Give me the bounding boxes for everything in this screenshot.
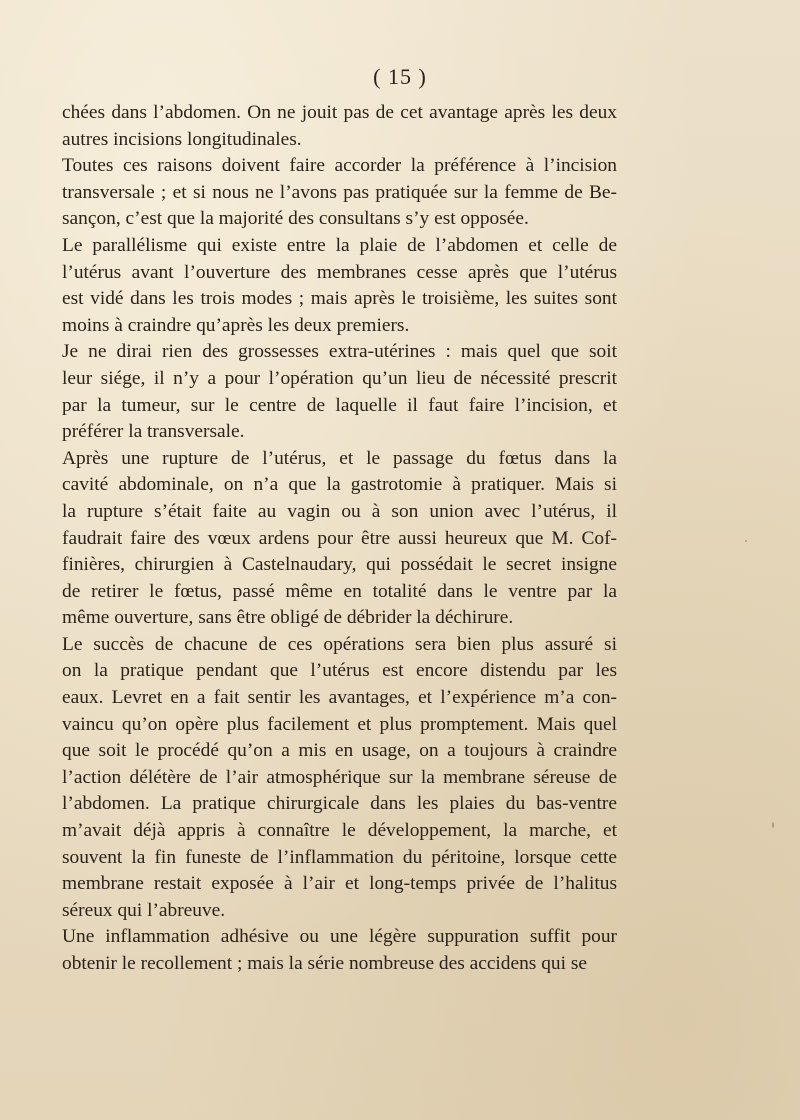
text-line-9: moins à craindre qu’après les deux premiers. [62,314,410,336]
text-line-25: que soit le procédé qu’on a mis en usage, on a toujours à craindre [62,740,617,762]
paper-spot [772,822,774,828]
text-line-4: transversale ; et si nous ne l’avons pas pratiquée sur la femme de Be- [62,181,617,203]
text-line-29: souvent la fin funeste de l’inflammation du péritoine, lorsque cette [62,846,617,868]
text-line-11: leur siége, il n’y a pour l’opération qu’un lieu de nécessité prescrit [62,367,617,389]
text-line-20: même ouverture, sans être obligé de débrider la déchirure. [62,607,514,629]
text-line-28: m’avait déjà appris à connaître le développement, la marche, et [62,820,617,842]
text-line-18: finières, chirurgien à Castelnaudary, qui possédait le secret insigne [62,554,617,576]
text-line-26: l’action délétère de l’air atmosphérique sur la membrane séreuse de [62,766,617,788]
text-line-27: l’abdomen. La pratique chirurgicale dans les plaies du bas-ventre [62,793,617,815]
text-line-15: cavité abdominale, on n’a que la gastrotomie à pratiquer. Mais si [62,474,617,496]
text-line-31: séreux qui l’abreuve. [62,899,226,921]
text-line-24: vaincu qu’on opère plus facilement et plus promptement. Mais quel [62,713,617,735]
paper-spot [312,407,316,411]
text-line-22: on la pratique pendant que l’utérus est encore distendu par les [62,660,617,682]
text-line-21: Le succès de chacune de ces opérations sera bien plus assuré si [62,633,617,655]
text-line-1: chées dans l’abdomen. On ne jouit pas de cet avantage après les deux [62,102,617,123]
page-number: ( 15 ) [373,64,427,89]
text-line-12: par la tumeur, sur le centre de laquelle il faut faire l’incision, et [62,394,617,416]
text-line-32: Une inflammation adhésive ou une légère suppuration suffit pour [62,926,617,948]
text-line-17: faudrait faire des vœux ardens pour être aussi heureux que M. Cof- [62,527,617,549]
text-line-23: eaux. Levret en a fait sentir les avantages, et l’expérience m’a con- [62,687,617,709]
text-line-8: est vidé dans les trois modes ; mais après le troisième, les suites sont [62,288,617,310]
text-line-6: Le parallélisme qui existe entre la plaie de l’abdomen et celle de [62,234,617,256]
text-line-13: préférer la transversale. [62,421,245,443]
paper-spot [745,540,747,542]
text-line-10: Je ne dirai rien des grossesses extra-utérines : mais quel que soit [62,341,617,363]
body-text [62,100,617,978]
text-line-30: membrane restait exposée à l’air et long-temps privée de l’halitus [62,873,617,895]
text-line-19: de retirer le fœtus, passé même en totalité dans le ventre par la [62,580,617,602]
text-line-5: sançon, c’est que la majorité des consultans s’y est opposée. [62,208,529,230]
text-line-33: obtenir le recollement ; mais la série nombreuse des accidens qui se [62,953,587,974]
text-line-14: Après une rupture de l’utérus, et le passage du fœtus dans la [62,447,617,469]
text-line-7: l’utérus avant l’ouverture des membranes cesse après que l’utérus [62,261,617,283]
text-line-3: Toutes ces raisons doivent faire accorder la préférence à l’incision [62,155,617,177]
text-line-2: autres incisions longitudinales. [62,128,302,150]
text-line-16: la rupture s’était faite au vagin ou à son union avec l’utérus, il [62,500,617,522]
